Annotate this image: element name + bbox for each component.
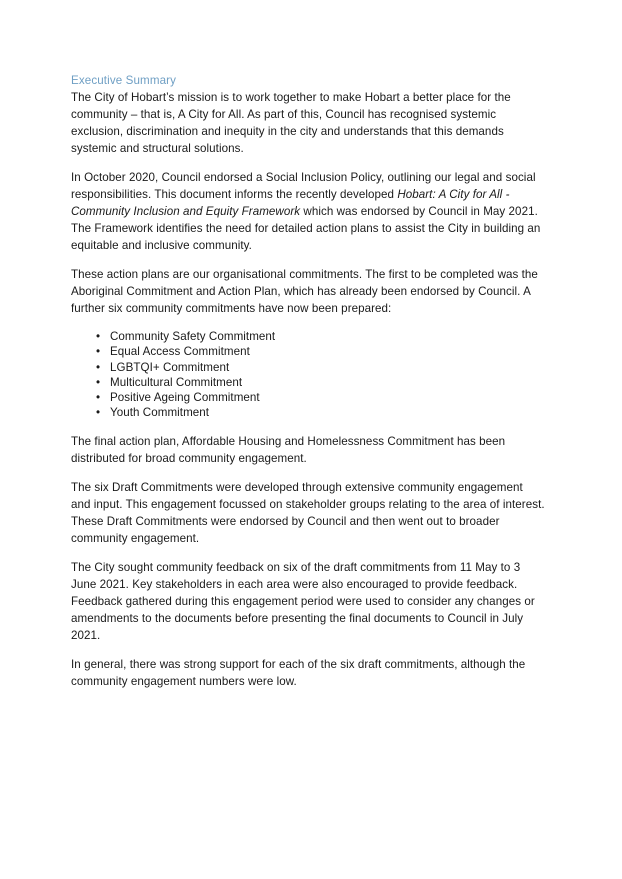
list-item-label: Multicultural Commitment [110,375,243,389]
paragraph-final-action-plan: The final action plan, Affordable Housing and Homelessness Commitment has been distributed for broad community engagement. [71,434,506,465]
paragraph-social-inclusion-policy-text-before: In October 2020, Council endorsed a Social Inclusion Policy, outlining our legal and social responsibilities. This document informs the recently developed [71,171,536,201]
list-item-label: Community Safety Commitment [110,330,276,343]
list-item-label: Youth Commitment [110,406,210,420]
bullet-point-icon: • [96,391,101,405]
framework-title-italic: Hobart: A City for All - Community Inclusion and Equity Framework [71,188,510,218]
list-item [71,360,545,375]
bullet-point-icon: • [96,360,101,374]
list-item [71,329,545,344]
bullet-point-icon: • [96,375,101,389]
section-heading-executive-summary: Executive Summary [71,74,177,87]
list-item-label: LGBTQI+ Commitment [110,360,230,374]
bullet-point-icon: • [96,406,101,420]
paragraph-mission: The City of Hobart’s mission is to work together to make Hobart a better place for the community – that is, A City for All. As part of this, Council has recognised systemic exclusion, discrimination and inequity in the city and understands that this demands systemic and structural solutions. [71,91,511,155]
commitments-list [71,329,545,421]
bullet-point-icon: • [96,345,101,359]
list-item [71,390,545,405]
paragraph-action-plans: These action plans are our organisational commitments. The first to be completed was the Aboriginal Commitment and Action Plan, which has already been endorsed by Council. A further six community commitments have now been prepared: [71,268,538,315]
list-item [71,405,545,420]
list-item-label: Equal Access Commitment [110,345,250,359]
paragraph-community-feedback: The City sought community feedback on six of the draft commitments from 11 May to 3 June 2021. Key stakeholders in each area were also encouraged to provide feedback. Feedback gathered during this engagement period were used to consider any changes or amendments to the documents before presenting the final documents to Council in July 2021. [71,560,535,642]
list-item [71,375,545,390]
bullet-point-icon: • [96,330,101,343]
list-item [71,344,545,359]
paragraph-social-inclusion-policy [71,169,545,254]
list-item-label: Positive Ageing Commitment [110,391,260,405]
paragraph-general-support: In general, there was strong support for each of the six draft commitments, although the community engagement numbers were low. [71,657,526,688]
document-body [71,72,545,690]
paragraph-social-inclusion-policy-text-after: which was endorsed by Council in May 2021. The Framework identifies the need for detailed action plans to assist the City in building an equitable and inclusive community. [71,205,541,252]
paragraph-draft-commitments-development: The six Draft Commitments were developed through extensive community engagement and input. This engagement focussed on stakeholder groups relating to the area of interest. These Draft Commitments were endorsed by Council and then went out to broader community engagement. [71,480,545,545]
